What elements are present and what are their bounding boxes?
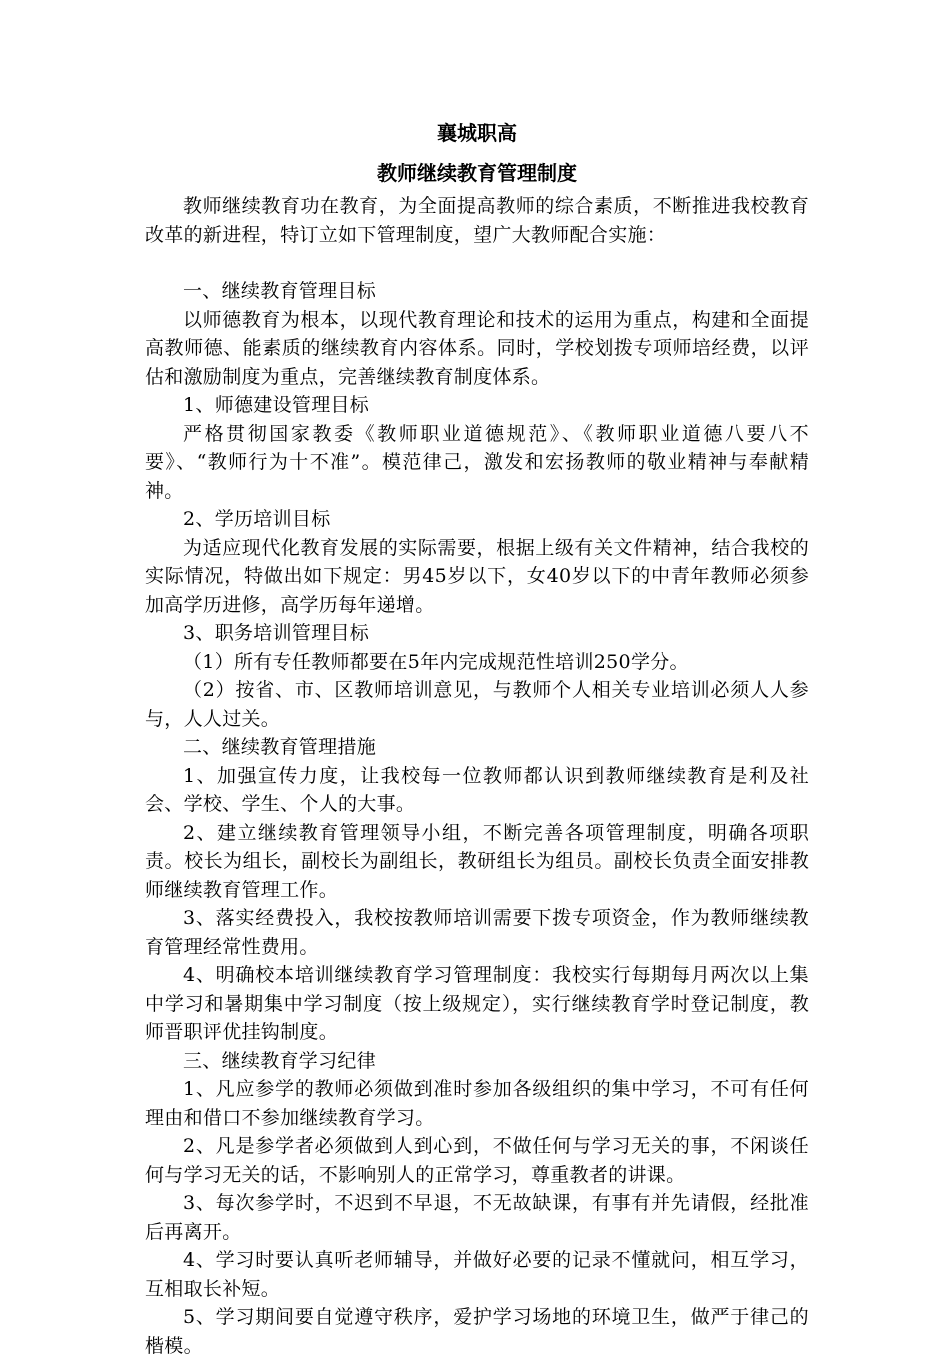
section-heading-3: 三、继续教育学习纪律 <box>183 1049 377 1072</box>
document-page <box>145 118 809 1360</box>
paragraph: 4、学习时要认真听老师辅导，并做好必要的记录不懂就问，相互学习，互相取长补短。 <box>145 1249 809 1300</box>
paragraph: 严格贯彻国家教委《教师职业道德规范》、《教师职业道德八要八不要》、“教师行为十不准”。模范律己，激发和宏扬教师的敬业精神与奉献精神。 <box>145 422 809 502</box>
paragraph: 1、凡应参学的教师必须做到准时参加各级组织的集中学习，不可有任何理由和借口不参加继续教育学习。 <box>145 1078 809 1129</box>
subsection-heading: 2、学历培训目标 <box>183 508 331 530</box>
document-title-school: 襄城职高 <box>437 121 517 145</box>
paragraph: 5、学习期间要自觉遵守秩序，爱护学习场地的环境卫生，做严于律己的楷模。 <box>145 1306 809 1357</box>
paragraph: （1）所有专任教师都要在5年内完成规范性培训250学分。 <box>183 650 689 673</box>
document-title-main: 教师继续教育管理制度 <box>377 161 577 185</box>
section-heading-1: 一、继续教育管理目标 <box>183 280 377 302</box>
intro-paragraph: 教师继续教育功在教育，为全面提高教师的综合素质，不断推进我校教育改革的新进程，特订立如下管理制度，望广大教师配合实施： <box>145 195 809 246</box>
section-heading-2: 二、继续教育管理措施 <box>183 736 377 758</box>
paragraph: 为适应现代化教育发展的实际需要，根据上级有关文件精神，结合我校的实际情况，特做出如下规定：男45岁以下，女40岁以下的中青年教师必须参加高学历进修，高学历每年递增。 <box>145 536 809 616</box>
paragraph: 2、凡是参学者必须做到人到心到，不做任何与学习无关的事，不闲谈任何与学习无关的话，不影响别人的正常学习，尊重教者的讲课。 <box>145 1135 809 1186</box>
subsection-heading: 3、职务培训管理目标 <box>183 622 370 644</box>
paragraph: 3、每次参学时，不迟到不早退，不无故缺课，有事有并先请假，经批准后再离开。 <box>145 1192 809 1243</box>
paragraph: 4、明确校本培训继续教育学习管理制度：我校实行每期每月两次以上集中学习和暑期集中学习制度（按上级规定），实行继续教育学时登记制度，教师晋职评优挂钩制度。 <box>145 964 809 1043</box>
paragraph: （2）按省、市、区教师培训意见，与教师个人相关专业培训必须人人参与，人人过关。 <box>145 679 809 730</box>
paragraph: 以师德教育为根本，以现代教育理论和技术的运用为重点，构建和全面提高教师德、能素质的继续教育内容体系。同时，学校划拨专项师培经费，以评估和激励制度为重点，完善继续教育制度体系。 <box>145 308 809 388</box>
paragraph: 3、落实经费投入，我校按教师培训需要下拨专项资金，作为教师继续教育管理经常性费用。 <box>145 907 809 958</box>
paragraph: 1、加强宣传力度，让我校每一位教师都认识到教师继续教育是利及社会、学校、学生、个人的大事。 <box>145 764 809 815</box>
subsection-heading: 1、师德建设管理目标 <box>183 394 370 416</box>
paragraph: 2、建立继续教育管理领导小组，不断完善各项管理制度，明确各项职责。校长为组长，副校长为副组长，教研组长为组员。副校长负责全面安排教师继续教育管理工作。 <box>145 821 809 901</box>
